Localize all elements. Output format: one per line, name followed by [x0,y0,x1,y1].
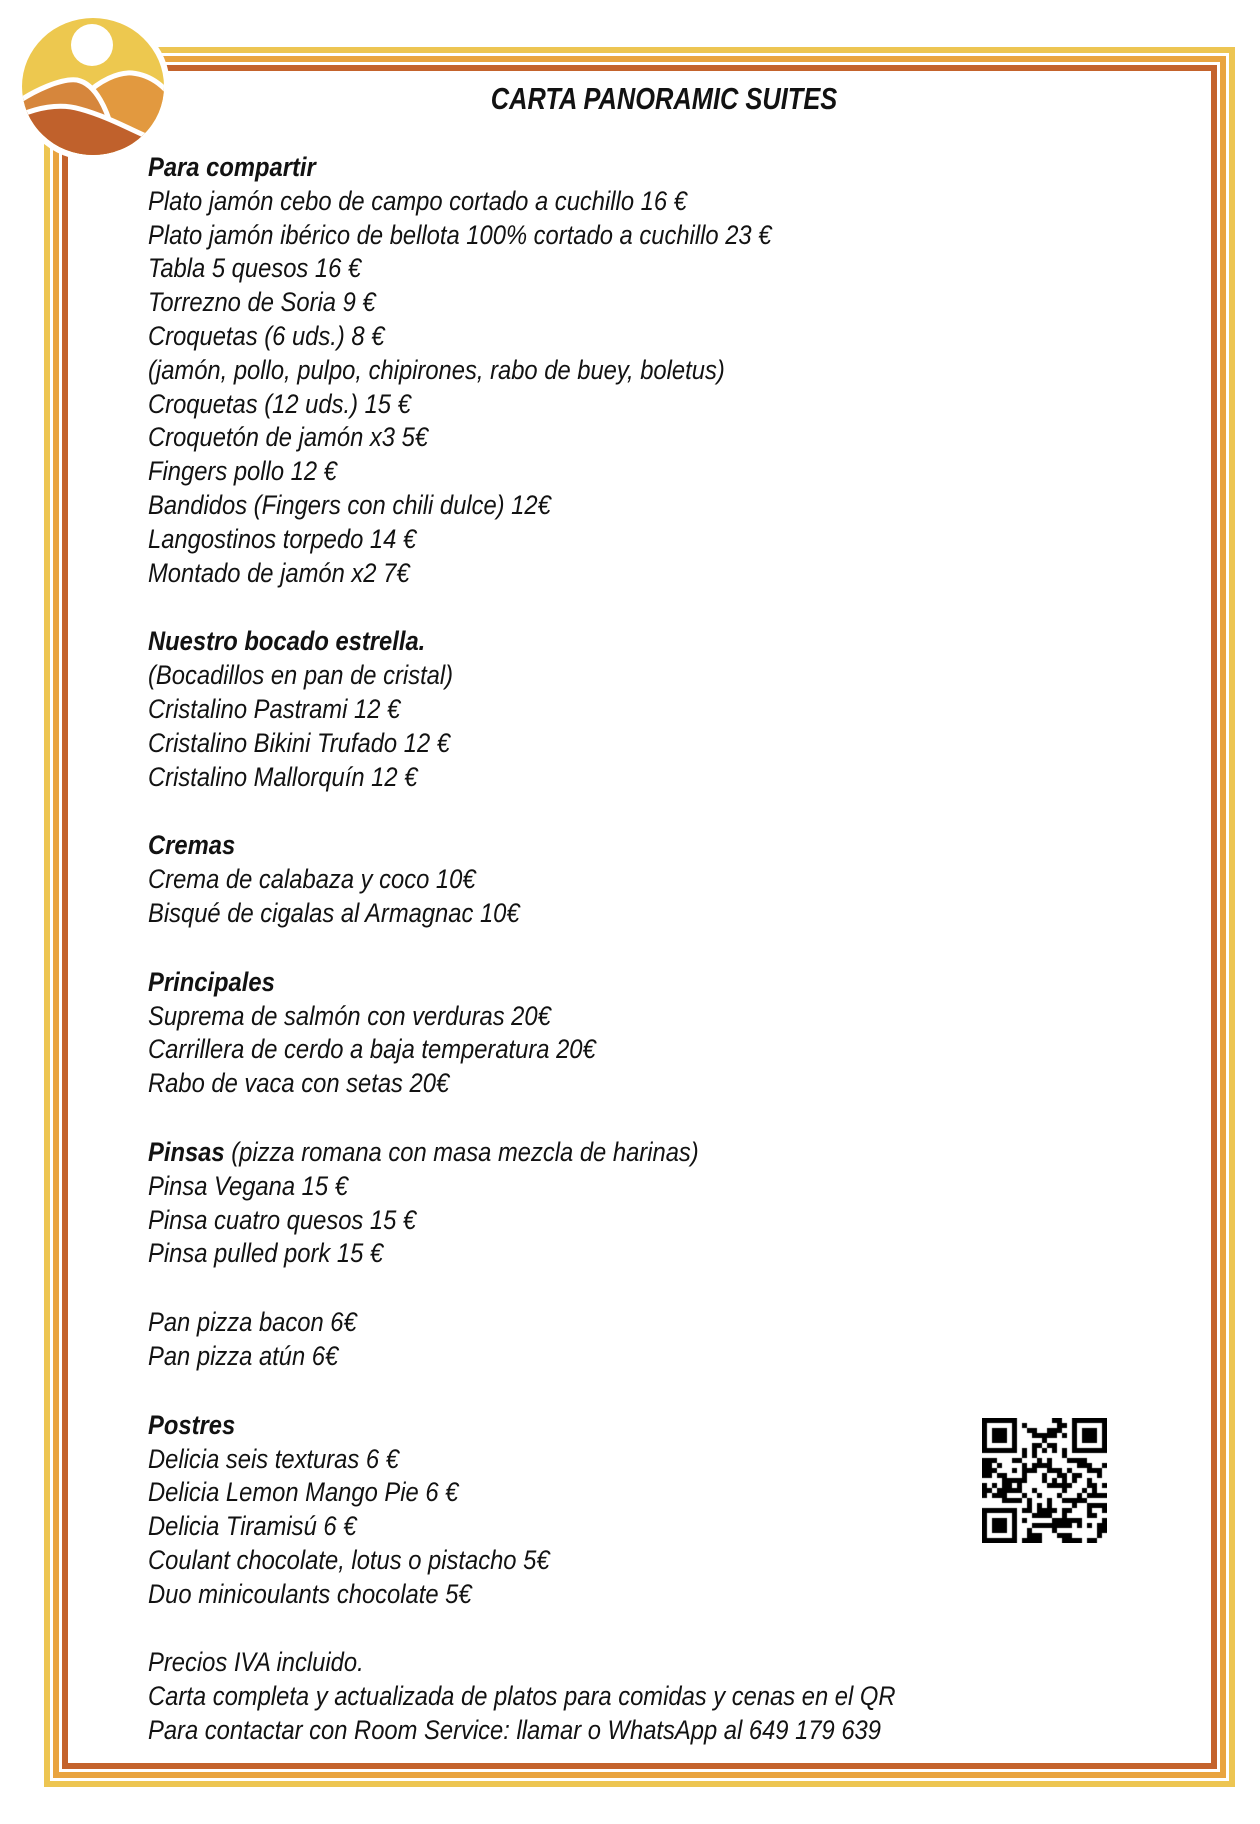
section-heading-note: (pizza romana con masa mezcla de harinas) [224,1136,699,1167]
menu-content [148,151,1081,1783]
menu-item: Pinsa pulled pork 15 € [148,1238,384,1269]
section-heading: Nuestro bocado estrella. [148,626,426,657]
menu-section-bocado-estrella [148,625,1081,794]
page-title: CARTA PANORAMIC SUITES [490,81,838,116]
menu-item: Pan pizza bacon 6€ [148,1307,357,1338]
menu-section-cremas [148,829,1081,930]
menu-section-principales [148,966,1081,1101]
hotel-logo [16,12,170,161]
menu-item: Suprema de salmón con verduras 20€ [148,1000,551,1031]
menu-item: Plato jamón ibérico de bellota 100% cortado a cuchillo 23 € [148,219,772,250]
menu-item: Cristalino Pastrami 12 € [148,693,401,724]
menu-item: Torrezno de Soria 9 € [148,287,376,318]
menu-item: Cristalino Mallorquín 12 € [148,761,418,792]
menu-item: Croquetas (12 uds.) 15 € [148,388,411,419]
menu-item: Croquetas (6 uds.) 8 € [148,320,385,351]
section-heading: Para compartir [148,152,316,182]
menu-item: Fingers pollo 12 € [148,456,337,487]
sunset-hills-icon [22,18,164,155]
menu-section-para-compartir [148,151,1081,590]
menu-item: (Bocadillos en pan de cristal) [148,660,454,691]
menu-item: Crema de calabaza y coco 10€ [148,864,476,895]
menu-item: Langostinos torpedo 14 € [148,523,417,554]
menu-section-pan-pizza [148,1306,1081,1374]
menu-item: Duo minicoulants chocolate 5€ [148,1578,472,1609]
footer-note: Carta completa y actualizada de platos para comidas y cenas en el QR [148,1681,896,1712]
menu-item: Montado de jamón x2 7€ [148,557,410,588]
footer-note: Precios IVA incluido. [148,1647,364,1678]
section-heading: Principales [148,966,275,997]
menu-item: Carrillera de cerdo a baja temperatura 20€ [148,1034,596,1065]
menu-item: Pan pizza atún 6€ [148,1340,339,1371]
menu-item: Rabo de vaca con setas 20€ [148,1068,450,1099]
menu-item: Bandidos (Fingers con chili dulce) 12€ [148,489,551,520]
menu-item: Delicia seis texturas 6 € [148,1443,399,1474]
section-heading-label: Pinsas [148,1136,225,1167]
section-heading [148,1136,1081,1170]
menu-item: Plato jamón cebo de campo cortado a cuchillo 16 € [148,185,687,216]
menu-section-postres [148,1409,1081,1612]
menu-section-footer-notes [148,1646,1081,1747]
menu-item: Cristalino Bikini Trufado 12 € [148,727,450,758]
menu-item: Croquetón de jamón x3 5€ [148,422,429,453]
menu-item: Pinsa Vegana 15 € [148,1170,348,1201]
menu-item: Tabla 5 quesos 16 € [148,253,362,284]
footer-note: Para contactar con Room Service: llamar o WhatsApp al 649 179 639 [148,1715,881,1746]
menu-item: Bisqué de cigalas al Armagnac 10€ [148,897,520,928]
menu-item: (jamón, pollo, pulpo, chipirones, rabo de buey, boletus) [148,354,725,385]
section-heading: Postres [148,1409,236,1440]
section-heading: Cremas [148,830,236,861]
menu-item: Delicia Lemon Mango Pie 6 € [148,1477,459,1508]
menu-item: Pinsa cuatro quesos 15 € [148,1204,417,1235]
qr-code [982,1418,1107,1543]
menu-item: Delicia Tiramisú 6 € [148,1511,357,1542]
menu-section-pinsas [148,1136,1081,1271]
menu-item: Coulant chocolate, lotus o pistacho 5€ [148,1544,550,1575]
